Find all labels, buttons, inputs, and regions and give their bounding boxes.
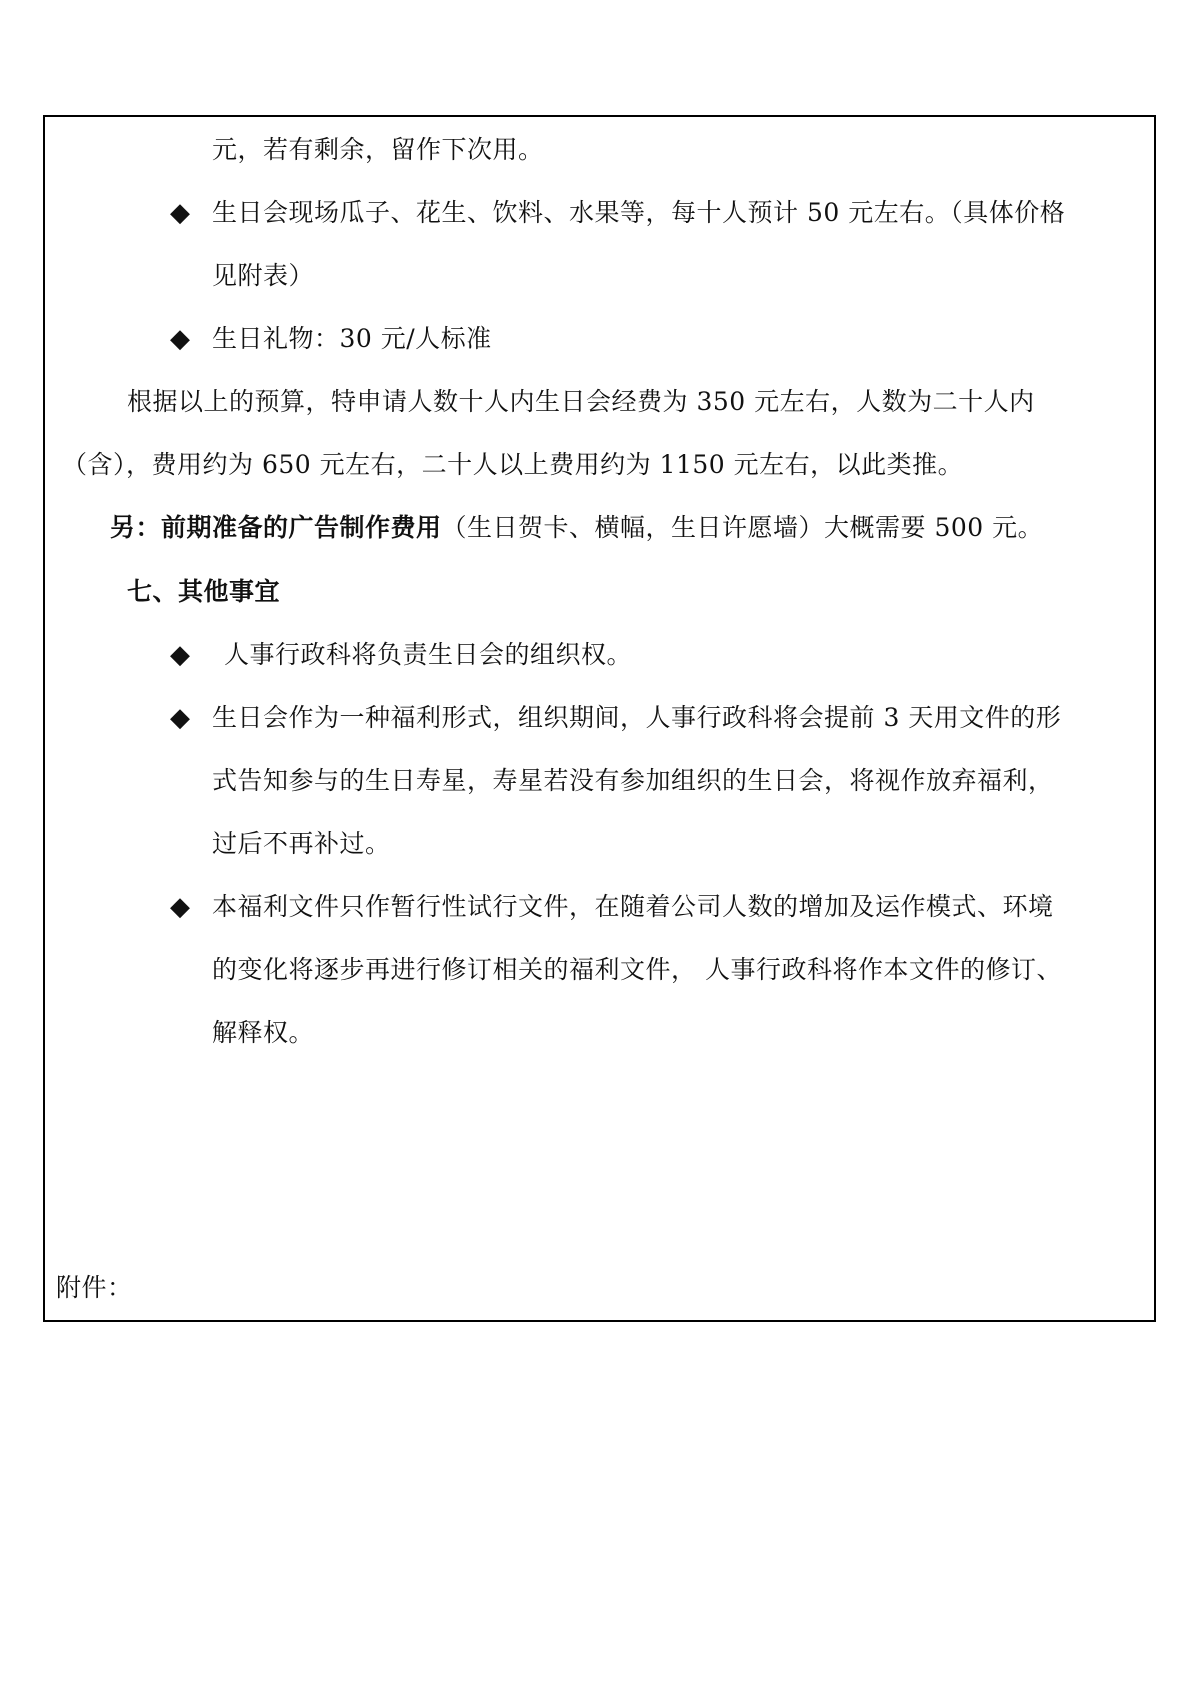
trial-document-text: 本福利文件只作暂行性试行文件，在随着公司人数的增加及运作模式、环境: [212, 892, 1054, 921]
section-title-other-matters: 七、其他事宜: [127, 577, 281, 606]
bullet-diamond-icon: ◆: [170, 703, 190, 733]
budget-continuation-text: 元，若有剩余，留作下次用。: [212, 135, 544, 164]
bullet-diamond-icon: ◆: [170, 198, 190, 228]
welfare-notice-text-cont: 式告知参与的生日寿星，寿星若没有参加组织的生日会，将视作放弃福利，: [212, 766, 1054, 795]
welfare-notice-text: 生日会作为一种福利形式，组织期间，人事行政科将会提前 3 天用文件的形: [212, 703, 1062, 732]
organization-right-text: 人事行政科将负责生日会的组织权。: [224, 640, 633, 669]
gift-budget-text: 生日礼物：30 元/人标准: [212, 324, 492, 353]
budget-summary-text: 根据以上的预算，特申请人数十人内生日会经费为 350 元左右，人数为二十人内: [127, 387, 1035, 416]
attachment-label: 附件：: [56, 1273, 133, 1302]
snacks-budget-text-cont: 见附表）: [212, 261, 315, 290]
ad-cost-detail: （生日贺卡、横幅，生日许愿墙）大概需要 500 元。: [441, 513, 1044, 542]
bullet-diamond-icon: ◆: [170, 640, 190, 670]
snacks-budget-text: 生日会现场瓜子、花生、饮料、水果等，每十人预计 50 元左右。（具体价格: [212, 198, 1066, 227]
bullet-diamond-icon: ◆: [170, 892, 190, 922]
trial-document-text-cont: 的变化将逐步再进行修订相关的福利文件， 人事行政科将作本文件的修订、: [212, 955, 1062, 984]
ad-cost-heading: 另：前期准备的广告制作费用: [110, 513, 442, 542]
ad-cost-paragraph: [110, 512, 1043, 544]
bullet-diamond-icon: ◆: [170, 324, 190, 354]
trial-document-text-end: 解释权。: [212, 1018, 315, 1047]
budget-summary-text-cont: （含），费用约为 650 元左右，二十人以上费用约为 1150 元左右，以此类推。: [62, 450, 964, 479]
welfare-notice-text-end: 过后不再补过。: [212, 829, 391, 858]
